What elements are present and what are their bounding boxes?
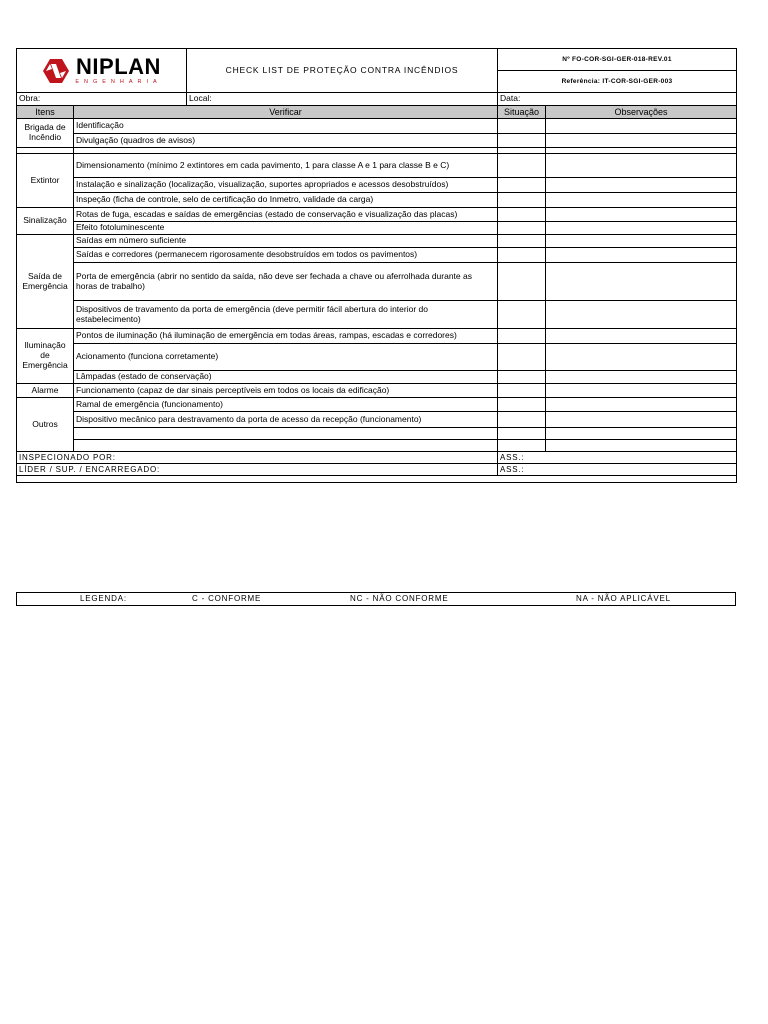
doc-number: Nº FO-COR-SGI-GER-018-REV.01	[498, 49, 737, 71]
local-label: Local:	[189, 93, 212, 104]
item-alarme: Alarme	[17, 384, 74, 398]
item-iluminacao: Iluminação de Emergência	[17, 329, 74, 384]
doc-reference: Referência: IT-COR-SGI-GER-003	[498, 71, 737, 93]
situacao-cell[interactable]	[498, 440, 546, 452]
table-row	[17, 222, 737, 235]
legend-nao-conforme: NC - NÃO CONFORME	[350, 594, 449, 603]
check-text: Saídas e corredores (permanecem rigorosamente desobstruídos em todos os pavimentos)	[74, 248, 498, 263]
table-row	[17, 384, 737, 398]
situacao-cell[interactable]	[498, 235, 546, 248]
col-observacoes: Observações	[546, 106, 737, 119]
data-label: Data:	[500, 93, 521, 104]
situacao-cell[interactable]	[498, 222, 546, 235]
observacoes-cell[interactable]	[546, 119, 737, 134]
item-outros: Outros	[17, 398, 74, 452]
observacoes-cell[interactable]	[546, 248, 737, 263]
table-row	[17, 329, 737, 344]
table-row	[17, 263, 737, 301]
col-itens: Itens	[17, 106, 74, 119]
table-row	[17, 208, 737, 222]
item-extintor: Extintor	[17, 154, 74, 208]
observacoes-cell[interactable]	[546, 398, 737, 412]
lider-label: LÍDER / SUP. / ENCARREGADO:	[19, 464, 161, 474]
check-text[interactable]	[74, 440, 498, 452]
lider-field[interactable]	[17, 464, 498, 476]
observacoes-cell[interactable]	[546, 371, 737, 384]
situacao-cell[interactable]	[498, 398, 546, 412]
inspecionado-label: INSPECIONADO POR:	[19, 452, 116, 462]
data-field[interactable]	[498, 93, 737, 106]
situacao-cell[interactable]	[498, 384, 546, 398]
check-text: Lâmpadas (estado de conservação)	[74, 371, 498, 384]
footer-blank-row	[17, 476, 737, 483]
item-sinalizacao: Sinalização	[17, 208, 74, 235]
check-text: Divulgação (quadros de avisos)	[74, 134, 498, 148]
situacao-cell[interactable]	[498, 371, 546, 384]
check-text: Acionamento (funciona corretamente)	[74, 344, 498, 371]
item-saida-emergencia: Saída de Emergência	[17, 235, 74, 329]
check-text: Ramal de emergência (funcionamento)	[74, 398, 498, 412]
check-text: Dimensionamento (mínimo 2 extintores em cada pavimento, 1 para classe A e 1 para classe B e C)	[74, 154, 498, 178]
situacao-cell[interactable]	[498, 344, 546, 371]
check-text: Rotas de fuga, escadas e saídas de emergências (estado de conservação e visualização das placas)	[74, 208, 498, 222]
inspecionado-field[interactable]	[17, 452, 498, 464]
legend-bar	[16, 592, 736, 606]
observacoes-cell[interactable]	[546, 263, 737, 301]
table-row	[17, 235, 737, 248]
observacoes-cell[interactable]	[546, 329, 737, 344]
situacao-cell[interactable]	[498, 178, 546, 193]
observacoes-cell[interactable]	[546, 301, 737, 329]
col-situacao: Situação	[498, 106, 546, 119]
ass-inspecionado-field[interactable]	[498, 452, 737, 464]
table-row	[17, 119, 737, 134]
table-row	[17, 440, 737, 452]
check-text: Pontos de iluminação (há iluminação de emergência em todas áreas, rampas, escadas e corredores)	[74, 329, 498, 344]
situacao-cell[interactable]	[498, 263, 546, 301]
situacao-cell[interactable]	[498, 329, 546, 344]
observacoes-cell[interactable]	[546, 428, 737, 440]
check-text: Funcionamento (capaz de dar sinais perceptíveis em todos os locais da edificação)	[74, 384, 498, 398]
observacoes-cell[interactable]	[546, 412, 737, 428]
observacoes-cell[interactable]	[546, 344, 737, 371]
table-row	[17, 301, 737, 329]
legend-nao-aplicavel: NA - NÃO APLICÁVEL	[576, 594, 671, 603]
observacoes-cell[interactable]	[546, 154, 737, 178]
check-text: Instalação e sinalização (localização, visualização, suportes apropriados e acessos desobstruídos)	[74, 178, 498, 193]
table-row	[17, 428, 737, 440]
check-text: Identificação	[74, 119, 498, 134]
check-text: Porta de emergência (abrir no sentido da saída, não deve ser fechada a chave ou aferrolhada durante as horas de trabalho)	[74, 263, 498, 301]
local-field[interactable]	[187, 93, 498, 106]
niplan-logo	[19, 53, 184, 85]
ass-label: ASS.:	[500, 464, 525, 474]
ass-lider-field[interactable]	[498, 464, 737, 476]
observacoes-cell[interactable]	[546, 235, 737, 248]
logo-cell	[17, 49, 187, 93]
company-name: NIPLAN	[76, 53, 161, 79]
table-row	[17, 344, 737, 371]
situacao-cell[interactable]	[498, 301, 546, 329]
situacao-cell[interactable]	[498, 412, 546, 428]
check-text: Dispositivo mecânico para destravamento da porta de acesso da recepção (funcionamento)	[74, 412, 498, 428]
situacao-cell[interactable]	[498, 119, 546, 134]
situacao-cell[interactable]	[498, 208, 546, 222]
check-text: Efeito fotoluminescente	[74, 222, 498, 235]
observacoes-cell[interactable]	[546, 178, 737, 193]
check-text: Saídas em número suficiente	[74, 235, 498, 248]
table-row	[17, 412, 737, 428]
form-title: CHECK LIST DE PROTEÇÃO CONTRA INCÊNDIOS	[187, 49, 498, 93]
legend-label: LEGENDA:	[80, 594, 127, 603]
observacoes-cell[interactable]	[546, 134, 737, 148]
check-text: Inspeção (ficha de controle, selo de certificação do Inmetro, validade da carga)	[74, 193, 498, 208]
company-subtitle: ENGENHARIA	[75, 78, 162, 85]
situacao-cell[interactable]	[498, 428, 546, 440]
observacoes-cell[interactable]	[546, 222, 737, 235]
checklist-form	[16, 48, 736, 483]
checklist-table	[16, 48, 737, 483]
situacao-cell[interactable]	[498, 154, 546, 178]
niplan-logo-icon	[41, 57, 71, 85]
legend-conforme: C - CONFORME	[192, 594, 262, 603]
obra-field[interactable]	[17, 93, 187, 106]
situacao-cell[interactable]	[498, 193, 546, 208]
obra-label: Obra:	[19, 93, 41, 104]
col-verificar: Verificar	[74, 106, 498, 119]
observacoes-cell[interactable]	[546, 208, 737, 222]
item-brigada: Brigada de Incêndio	[17, 119, 74, 148]
table-row	[17, 248, 737, 263]
ass-label: ASS.:	[500, 452, 525, 462]
check-text: Dispositivos de travamento da porta de emergência (deve permitir fácil abertura do interior do estabelecimento)	[74, 301, 498, 329]
situacao-cell[interactable]	[498, 248, 546, 263]
table-row	[17, 371, 737, 384]
table-row	[17, 134, 737, 148]
observacoes-cell[interactable]	[546, 193, 737, 208]
observacoes-cell[interactable]	[546, 440, 737, 452]
table-row	[17, 193, 737, 208]
situacao-cell[interactable]	[498, 134, 546, 148]
check-text[interactable]	[74, 428, 498, 440]
table-row	[17, 154, 737, 178]
table-row	[17, 178, 737, 193]
table-row	[17, 398, 737, 412]
observacoes-cell[interactable]	[546, 384, 737, 398]
